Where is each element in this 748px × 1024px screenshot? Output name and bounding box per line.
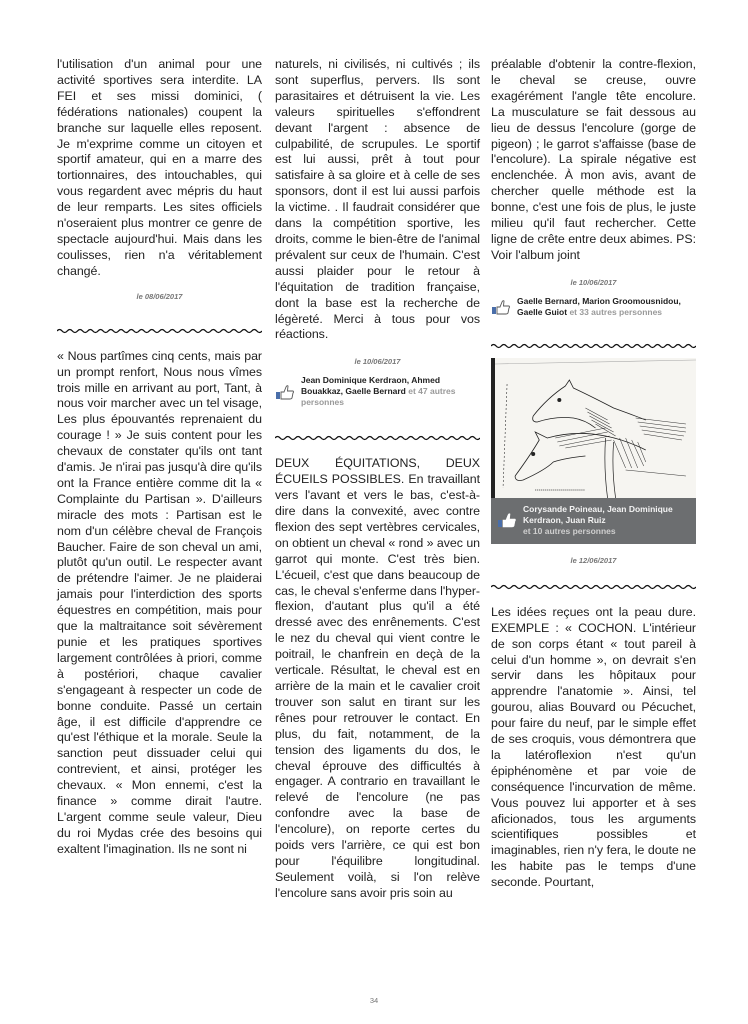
post-text: DEUX ÉQUITATIONS, DEUX ÉCUEILS POSSIBLES. En travaillant vers l'avant et vers le bas, c'est-à-dire dans la convexité, avec contre flexion des sept vertèbres cervicales, on obtient un cheval « rond » avec un garrot qui monte. C'est très bien. L'écueil, c'est que dans beaucoup de cas, le cheval s'enferme dans l'hyper-flexion, d'autant plus qu'il a été dressé avec des enrênements. C'est le nez du cheval qui vient contre le poitrail, le chanfrein en deçà de la verticale. Résultat, le cheval est en arrière de la main et le cavalier croit trouver son salut en tirant sur les rênes pour retrouver le contact. En plus, du fait, notamment, de la tension des ligaments du dos, le cheval éprouve des difficultés à engager. A contrario en travaillant le relevé de l'encolure (ne pas confondre avec la base de l'encolure), on reporte certes du poids vers l'arrière, ce qui est bon pour l'équilibre longitudinal. Seulement voilà, si l'on relève l'encolure sans avoir pris soin au [275,456,480,900]
wavy-line-divider [491,342,696,350]
column-2 [275,57,480,902]
likes-row[interactable] [491,296,696,318]
post-date: le 10/06/2017 [354,357,401,367]
likes-text [517,296,696,318]
post-text: « Nous partîmes cinq cents, mais par un prompt renfort, Nous nous vîmes trois mille en arrivant au port, Tant, à nous voir marcher avec un tel visage, Les plus épouvantés reprenaient du courage ! » Je suis content pour les chevaux de constater qu'ils ont tant d'amis. Je n'irai pas jusqu'à dire qu'ils ont la France entière comme dit la « Complainte du Partisan ». D'ailleurs miracle des mots : Partisan est le nom d'un célèbre cheval de François Baucher. Faire de son cheval un ami, plutôt qu'un outil. Le respecter avant de prétendre l'aimer. Je ne plaiderai jamais pour l'interdiction des sports équestres en compétition, mais pour que la maltraitance soit sévèrement punie et les pratiques sportives largement contrôlées à priori, comme à postériori, chaque cavalier s'engageant à respecter un code de bonne conduite. Passé un certain âge, il est difficile d'apprendre ce qu'est l'éthique et la morale. Seule la sanction peut dissuader celui qui contrevient, et ainsi, protéger les chevaux. « Mon ennemi, c'est la finance » comme dirait l'autre. L'argent comme seule valeur, Dieu du roi Mydas crée des besoins qui exaltent l'imagination. Ils ne sont ni [57,348,262,856]
wavy-line-divider [57,327,262,335]
horse-anatomy-sketch[interactable] [491,358,696,498]
likers-names[interactable]: Corysande Poineau, Jean Dominique Kerdraon, Juan Ruiz [523,503,673,525]
likes-text [301,375,480,408]
wavy-line-divider [275,434,480,442]
horse-sketch-image [495,358,696,498]
post-text: l'utilisation d'un animal pour une activité sportives sera interdite. LA FEI et ses missi dominici, ( fédérations nationales) coupent la branche sur laquelle elles reposent. Je m'exprime comme un citoyen et sportif amateur, qui en a marre des tortionnaires, des intouchables, qui vous regardent avec mépris du haut de leur remparts. Les sites officiels n'oseraient plus montrer ce genre de spectacle aujourd'hui. Mais dans les coulisses, rien n'a véritablement changé. [57,57,262,278]
likers-names[interactable]: Jean Dominique Kerdraon, Ahmed Bouakkaz, Gaelle Bernard [301,375,441,397]
thumbs-up-icon [497,512,517,528]
likers-names[interactable]: Gaelle Bernard, Marion Groomousnidou, Gaelle Guiot [517,295,681,317]
photo-likes-row[interactable] [491,498,696,544]
post-text: préalable d'obtenir la contre-flexion, le cheval se creuse, ouvre exagérément l'angle tête encolure. La musculature se fait dessous au lieu de dessus l'encolure (gorge de pigeon) ; le garrot s'affaisse (base de l'encolure). La spirale négative est enclenchée. À mon avis, avant de chercher quelle méthode est la bonne, c'est une fois de plus, le juste milieu qu'il faut rechercher. Cette ligne de crête entre deux abimes. PS: Voir l'album joint [491,57,696,262]
column-1 [57,57,262,858]
column-3 [491,57,696,891]
post-text: naturels, ni civilisés, ni cultivés ; ils sont superflus, pervers. Ils sont parasitaires et détruisent la vie. Les valeurs spirituelles s'effondrent devant l'argent : absence de culpabilité, de scrupules. Le sportif est lui aussi, prêt à tout pour satisfaire à sa gloire et à celle de ses sponsors, dont il est lui aussi parfois la victime. . Il faudrait considérer que dans la compétition sportive, les droits, comme le bien-être de l'animal prévalent sur ceux de l'humain. C'est aussi plaider pour le retour à l'équitation de tradition française, dont la base est la recherche de légèreté. Merci à tous pour vos réactions. [275,57,480,342]
post-date: le 10/06/2017 [570,277,617,287]
page-number: 34 [369,996,379,1005]
thumbs-up-icon [491,299,511,315]
likers-more[interactable]: et 47 autres personnes [301,386,456,408]
thumbs-up-icon [275,384,295,400]
likers-more[interactable]: et 10 autres personnes [523,525,616,536]
wavy-line-divider [491,583,696,591]
photo-card[interactable] [491,358,696,544]
post-date: le 08/06/2017 [136,291,183,301]
post-date: le 12/06/2017 [570,555,617,565]
likes-text [523,504,690,537]
likes-row[interactable] [275,375,480,408]
post-text: Les idées reçues ont la peau dure. EXEMPLE : « COCHON. L'intérieur de son corps étant « tout pareil à celui d'un homme », on devrait s'en servir dans les hôpitaux pour apprendre l'anatomie ». Ainsi, tel gourou, alias Bouvard ou Pécuchet, pour faire du neuf, par le simple effet de ses croquis, vous démontrera que la latéroflexion n'est qu'un épiphénomène et par voie de conséquence l'incurvation de même. Vous pouvez lui apporter et à ses aficionados, tous les arguments scientifiques possibles et imaginables, rien n'y fera, le doute ne les habite pas le temps d'une seconde. Pourtant, [491,604,696,890]
likers-more[interactable]: et 33 autres personnes [567,306,663,317]
